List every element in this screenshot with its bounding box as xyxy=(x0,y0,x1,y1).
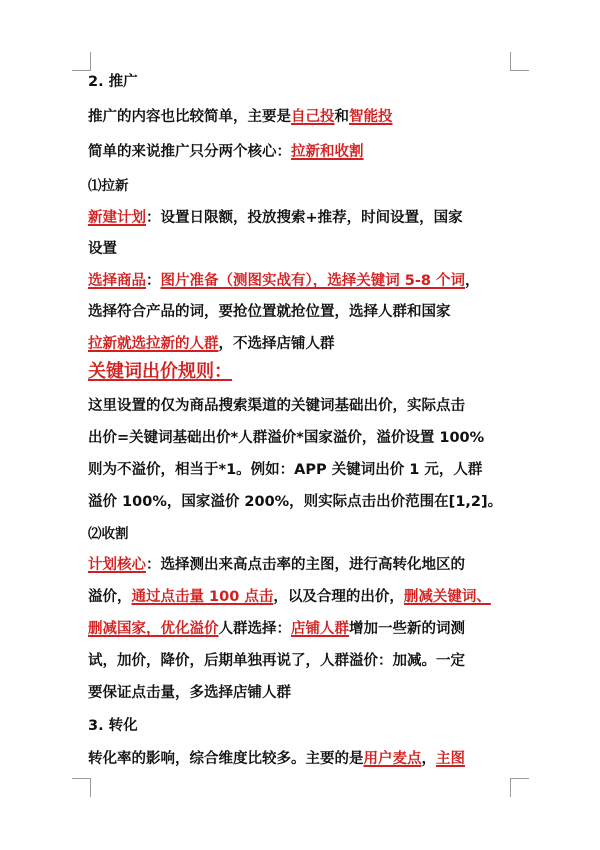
text-run: ：选择测出来高点击率的主图，进行高转化地区的 xyxy=(146,557,465,573)
highlight-smart-launch: 智能投 xyxy=(349,109,393,125)
highlight-remove-keywords: 删减关键词、 xyxy=(403,589,491,605)
paragraph-line xyxy=(88,749,465,769)
highlight-remove-countries: 删减国家，优化溢价 xyxy=(88,621,219,637)
highlight-new-plan: 新建计划 xyxy=(88,210,146,226)
highlight-image-keywords: 图片准备（测图实战有），选择关键词 5-8 个词 xyxy=(160,273,466,289)
crop-mark-bottom-right xyxy=(510,778,529,797)
text-run: 简单的来说推广只分两个核心： xyxy=(88,144,291,160)
subheading-acquisition: ⑴拉新 xyxy=(88,178,129,194)
highlight-plan-core: 计划核心 xyxy=(88,557,146,573)
highlight-core: 拉新和收割 xyxy=(291,144,364,160)
paragraph-line: 试，加价，降价，后期单独再说了，人群溢价：加减。一定 xyxy=(88,653,465,669)
heading-conversion: 3. 转化 xyxy=(88,718,138,734)
highlight-select-product: 选择商品 xyxy=(88,273,146,289)
highlight-main-image: 主图 xyxy=(436,751,465,767)
text-run: 人群选择： xyxy=(218,621,291,637)
paragraph-line: 出价=关键词基础出价*人群溢价*国家溢价，溢价设置 100% xyxy=(88,430,485,446)
text-run: ：设置日限额，投放搜索+推荐，时间设置，国家 xyxy=(146,210,463,226)
crop-mark-top-left xyxy=(72,52,91,71)
crop-mark-top-right xyxy=(510,52,529,71)
highlight-click-volume: 通过点击量 100 点击 xyxy=(131,589,274,605)
paragraph-line xyxy=(88,619,465,639)
text-run: ， xyxy=(465,273,480,289)
paragraph-line xyxy=(88,142,364,162)
highlight-store-audience: 店铺人群 xyxy=(291,621,349,637)
paragraph-line xyxy=(88,208,463,228)
subheading-harvest: ⑵收割 xyxy=(88,526,129,542)
paragraph-line xyxy=(88,555,465,575)
crop-mark-bottom-left xyxy=(72,778,91,797)
paragraph-line xyxy=(88,107,393,127)
paragraph-line xyxy=(88,271,480,291)
text-run: 推广的内容也比较简单，主要是 xyxy=(88,109,291,125)
paragraph-line: 设置 xyxy=(88,241,117,257)
paragraph-line xyxy=(88,334,335,354)
heading-promotion: 2. 推广 xyxy=(88,74,138,90)
text-run: 和 xyxy=(334,109,349,125)
paragraph-line: 则为不溢价，相当于*1。例如：APP 关键词出价 1 元，人群 xyxy=(88,462,483,478)
highlight-self-launch: 自己投 xyxy=(291,109,335,125)
paragraph-line: 要保证点击量，多选择店铺人群 xyxy=(88,685,291,701)
text-run: ， xyxy=(421,751,436,767)
highlight-selling-point: 用户麦点 xyxy=(363,751,422,767)
text-run: 转化率的影响，综合维度比较多。主要的是 xyxy=(88,751,364,767)
text-run: 溢价， xyxy=(88,589,132,605)
text-run: ，以及合理的出价， xyxy=(273,589,404,605)
paragraph-line: 选择符合产品的词，要抢位置就抢位置，选择人群和国家 xyxy=(88,304,451,320)
text-run: ，不选择店铺人群 xyxy=(218,336,335,352)
paragraph-line: 这里设置的仅为商品搜索渠道的关键词基础出价，实际点击 xyxy=(88,398,465,414)
highlight-new-audience: 拉新就选拉新的人群 xyxy=(88,336,219,352)
text-run: ： xyxy=(146,273,161,289)
paragraph-line: 溢价 100%，国家溢价 200%，则实际点击出价范围在[1,2]。 xyxy=(88,494,503,510)
heading-keyword-bid-rules: 关键词出价规则： xyxy=(88,361,232,382)
text-run: 增加一些新的词测 xyxy=(349,621,465,637)
paragraph-line xyxy=(88,587,491,607)
